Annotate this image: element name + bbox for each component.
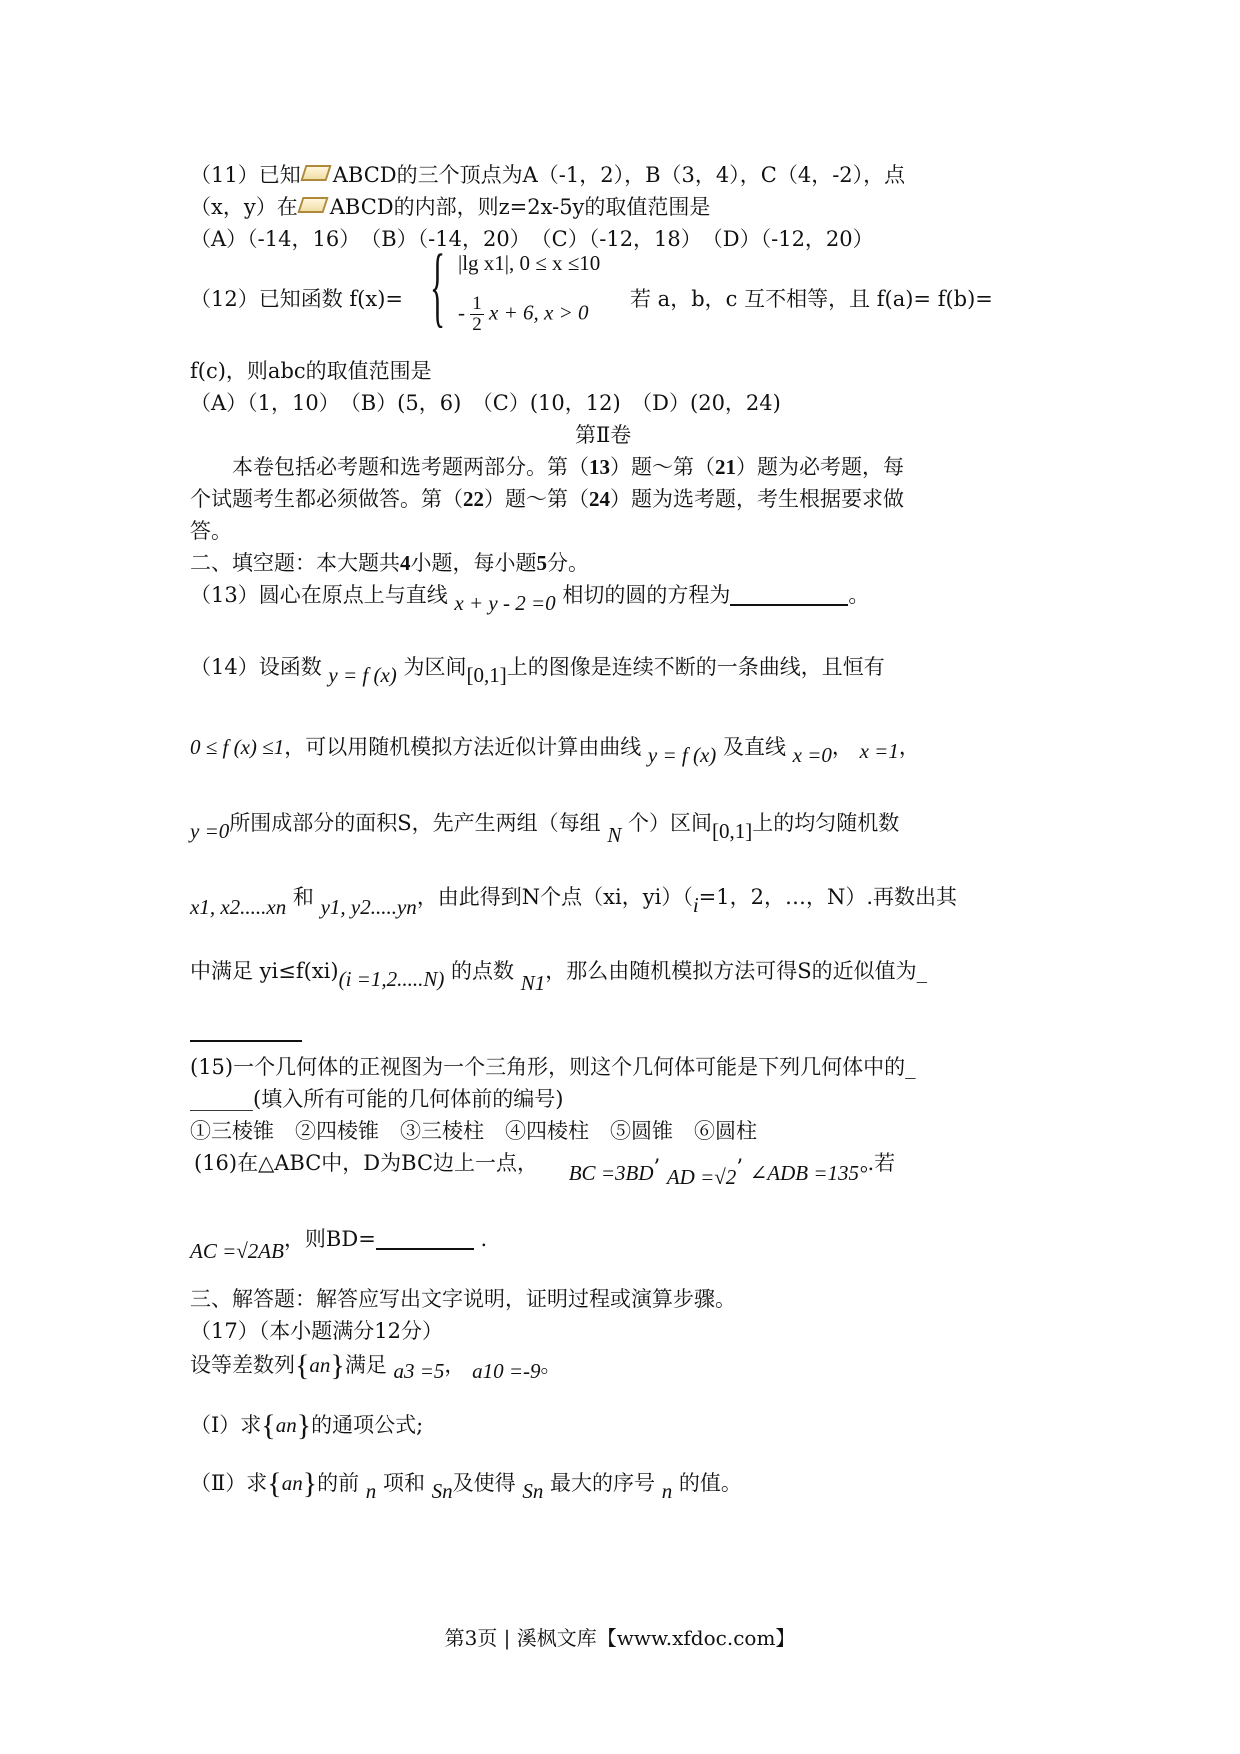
q13-equation: x + y - 2 =0 — [454, 591, 556, 615]
q16-text-b: .若 — [867, 1151, 896, 1175]
section-2-intro-2 — [190, 484, 904, 514]
section-2-title: 第Ⅱ卷 — [575, 423, 632, 447]
q14-sep: ， — [898, 735, 920, 759]
q12-minus: - — [458, 300, 465, 325]
fill-num: 4 — [400, 551, 411, 575]
q14-interval: [0,1] — [712, 819, 753, 843]
fill-text: 分。 — [547, 551, 589, 575]
q13-end: 。 — [848, 583, 870, 607]
q12-case-1: |lg x1|, 0 ≤ x ≤10 — [458, 251, 601, 275]
q17-text: 及使得 — [452, 1471, 516, 1495]
q14-y-samples: y1, y2.....yn — [320, 895, 417, 919]
left-brace: { — [261, 1409, 276, 1442]
q16-line-2 — [190, 1224, 488, 1263]
q15-options: ①三棱锥 ②四棱锥 ③三棱柱 ④四棱柱 ⑤圆锥 ⑥圆柱 — [190, 1119, 757, 1143]
q16-line-1: (16)在△ABC中，D为BC边上一点， BC =3BD’ AD =√2’ ∠ADB =135°.若 — [194, 1151, 896, 1189]
q17-sequence: an — [275, 1413, 297, 1437]
q14-text: ，由此得到N个点（xi，yi）（ — [416, 885, 693, 909]
q14-index-range: (i =1,2.....N) — [338, 967, 445, 991]
q11-text: （11）已知 — [190, 163, 301, 187]
q14-N1: N1 — [520, 971, 546, 995]
q11-text-d: ABCD的内部，则z=2x-5y的取值范围是 — [329, 195, 711, 219]
q11-line-2 — [190, 192, 710, 222]
q11-text-c: （x，y）在 — [190, 195, 298, 219]
section-2-intro-3: 答。 — [190, 519, 232, 543]
q17-part-1 — [190, 1410, 423, 1441]
q17-head: （17）（本小题满分12分） — [190, 1319, 443, 1343]
q17-text: 满足 — [344, 1353, 387, 1377]
q17-n: n — [365, 1479, 377, 1503]
q16-text: (16)在△ABC中，D为BC边上一点， — [194, 1151, 539, 1175]
q12-lead: （12）已知函数 f(x)= — [190, 287, 403, 311]
q14-x1: x =1 — [859, 739, 899, 763]
q12-case-2 — [458, 294, 588, 335]
answer-blank[interactable] — [190, 1020, 302, 1042]
q14-curve: y = f (x) — [647, 743, 717, 767]
intro-num: 21 — [715, 455, 736, 479]
q14-line-3 — [190, 808, 900, 847]
q17-text: 设等差数列 — [190, 1353, 295, 1377]
q17-sep: ， — [444, 1353, 466, 1377]
fill-blank-heading — [190, 548, 589, 578]
q14-text: 和 — [292, 885, 314, 909]
q17-line-1 — [190, 1350, 562, 1381]
intro-text: 本卷包括必考题和选考题两部分。第（ — [232, 455, 589, 479]
answer-blank[interactable] — [730, 584, 848, 606]
intro-num: 22 — [463, 487, 484, 511]
q13 — [190, 580, 870, 615]
piecewise-brace: { — [430, 237, 446, 336]
q17-sequence: an — [309, 1353, 331, 1377]
q15-line-1: (15)一个几何体的正视图为一个三角形，则这个几何体可能是下列几何体中的_ — [190, 1055, 916, 1079]
q14-text: =1，2，…，N）.再数出其 — [698, 885, 958, 909]
q14-text: ，可以用随机模拟方法近似计算由曲线 — [284, 735, 642, 759]
q14-line-2 — [190, 732, 920, 767]
q16-eq-ad: AD =√2 — [666, 1165, 737, 1189]
q17-text: 的值。 — [678, 1471, 742, 1495]
q11-options: （A）（-14，16） （B）（-14，20） （C）（-12，18） （D）（-12，20） — [190, 227, 874, 251]
page-footer: 第3页 | 溪枫文库【www.xfdoc.com】 — [444, 1626, 796, 1650]
q16-eq-angle: ∠ADB =135° — [749, 1161, 868, 1185]
q13-text-b: 相切的圆的方程为 — [562, 583, 731, 607]
q12-line-2: f(c)，则abc的取值范围是 — [190, 359, 432, 383]
q17-text: 项和 — [382, 1471, 425, 1495]
q14-text: 所围成部分的面积S，先产生两组（每组 — [229, 811, 601, 835]
q14-line-5 — [190, 956, 928, 995]
q14-text: 的点数 — [451, 959, 515, 983]
section-2-intro-1 — [232, 452, 904, 482]
q14-y0: y =0 — [190, 819, 230, 843]
q14-x-samples: x1, x2.....xn — [190, 895, 287, 919]
fraction-numerator: 1 — [472, 293, 482, 314]
q17-text: 的通项公式; — [311, 1413, 424, 1437]
q16-end: . — [480, 1227, 488, 1251]
q14-text: 个）区间 — [628, 811, 713, 835]
q17-n: n — [661, 1479, 673, 1503]
parallelogram-icon — [297, 197, 328, 213]
q17-a3: a3 =5 — [393, 1359, 445, 1383]
q14-text: 为区间 — [403, 655, 467, 679]
q14-interval: [0,1] — [466, 663, 507, 687]
q12-case-2-rest: x + 6, x > 0 — [489, 300, 589, 325]
q14-line-1 — [190, 652, 885, 687]
q11-text-b: ABCD的三个顶点为A（-1，2），B（3，4），C（4，-2），点 — [332, 163, 906, 187]
q14-sep: ， — [831, 735, 853, 759]
q14-inequality: 0 ≤ f (x) ≤1 — [190, 735, 285, 759]
q17-end: 。 — [540, 1353, 562, 1377]
intro-num: 24 — [589, 487, 610, 511]
intro-text: ）题为选考题，考生根据要求做 — [610, 487, 904, 511]
q14-text: 中满足 yi≤f(xi) — [190, 959, 339, 983]
right-brace: } — [330, 1349, 345, 1382]
q14-fx: y = f (x) — [328, 663, 397, 687]
q15-line-2: ______(填入所有可能的几何体前的编号) — [190, 1087, 564, 1111]
q14-text: 上的均匀随机数 — [752, 811, 900, 835]
intro-text: ）题～第（ — [484, 487, 589, 511]
q14-x0: x =0 — [792, 743, 832, 767]
q12-tail: 若 a，b，c 互不相等，且 f(a)= f(b)= — [630, 287, 993, 311]
q14-line-4 — [190, 882, 958, 919]
fraction-denominator: 2 — [472, 314, 482, 335]
right-brace: } — [296, 1409, 312, 1442]
q17-Sn: Sn — [431, 1479, 453, 1503]
q17-text: 的前 — [317, 1471, 360, 1495]
q17-part-2 — [190, 1467, 742, 1503]
q14-text: 上的图像是连续不断的一条曲线，且恒有 — [506, 655, 885, 679]
right-brace: } — [302, 1467, 318, 1500]
q14-text: ，那么由随机模拟方法可得S的近似值为_ — [545, 959, 928, 983]
q17-Sn: Sn — [522, 1479, 544, 1503]
q11-line-1 — [190, 160, 905, 190]
fill-text: 二、填空题：本大题共 — [190, 551, 400, 575]
q17-a10: a10 =-9 — [472, 1359, 541, 1383]
intro-text: 个试题考生都必须做答。第（ — [190, 487, 463, 511]
intro-text: ）题～第（ — [610, 455, 715, 479]
intro-text: ）题为必考题，每 — [736, 455, 904, 479]
answer-blank[interactable] — [376, 1228, 474, 1250]
q17-text: （Ⅰ）求 — [190, 1413, 262, 1437]
intro-num: 13 — [589, 455, 610, 479]
q14-text: 及直线 — [722, 735, 786, 759]
q12-fraction — [470, 294, 484, 335]
q14-N: N — [607, 823, 622, 847]
q12-options: （A）（1，10） （B）(5，6) （C）(10，12) （D）(20，24) — [190, 391, 781, 415]
q16-eq-bc: BC =3BD — [568, 1161, 654, 1185]
fill-text: 小题，每小题 — [410, 551, 537, 575]
q17-text: 最大的序号 — [550, 1471, 656, 1495]
q14-i: i — [692, 893, 699, 917]
left-brace: { — [267, 1467, 282, 1500]
q17-sequence: an — [281, 1471, 303, 1495]
q13-text: （13）圆心在原点上与直线 — [190, 583, 448, 607]
left-brace: { — [295, 1349, 310, 1382]
q14-answer-line — [190, 1016, 302, 1046]
parallelogram-icon — [300, 165, 331, 181]
q17-text: （Ⅱ）求 — [190, 1471, 268, 1495]
q16-text: ，则BD= — [283, 1227, 376, 1251]
q16-eq-ac: AC =√2AB — [190, 1239, 284, 1263]
q14-text: （14）设函数 — [190, 655, 322, 679]
fill-num: 5 — [536, 551, 547, 575]
section-3-title: 三、解答题：解答应写出文字说明，证明过程或演算步骤。 — [190, 1287, 736, 1311]
